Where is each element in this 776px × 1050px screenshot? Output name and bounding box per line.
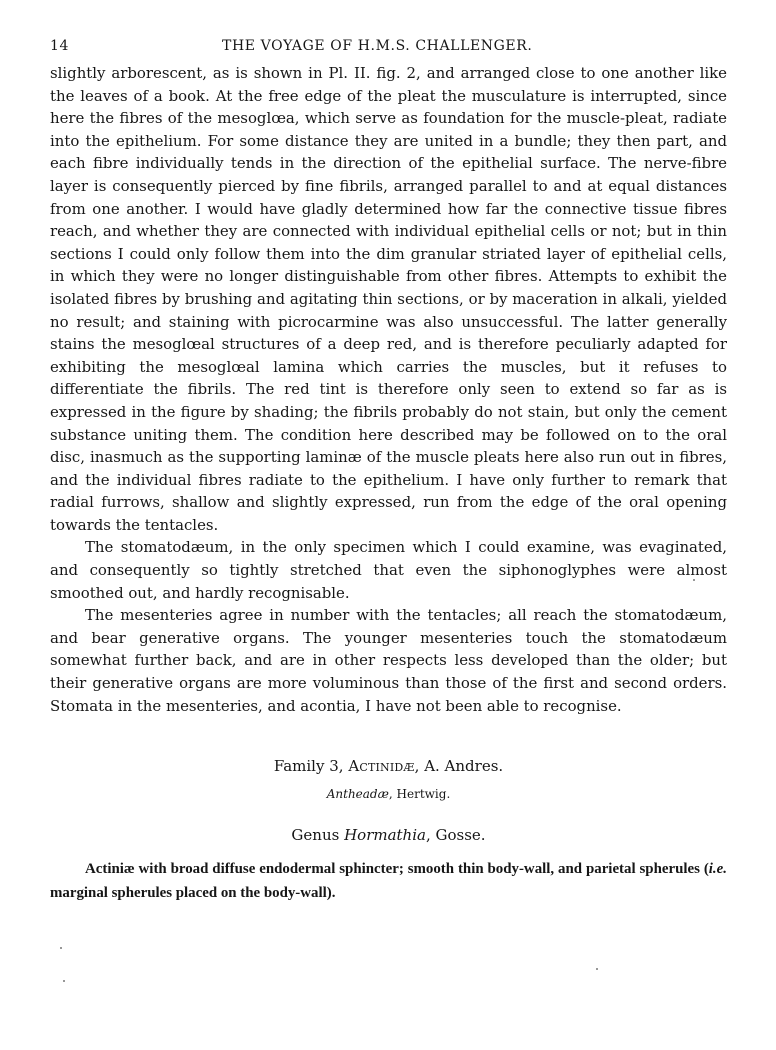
family-name: Actinidæ xyxy=(348,757,415,776)
running-head xyxy=(50,38,727,62)
diagnosis-before: Actiniæ with broad diffuse endodermal sphincter; smooth thin body-wall, and parietal spherules ( xyxy=(85,861,709,878)
print-speck xyxy=(60,947,62,949)
paragraph-muscle-pleats: slightly arborescent, as is shown in Pl. II. fig. 2, and arranged close to one another like the leaves of a book. At the free edge of the pleat the musculature is interrupted, since here the fibres of the mesoglœa, which serve as foundation for the muscle-pleat, radiate into the epithelium. For some distance they are united in a bundle; they then part, and each fibre individually tends in the direction of the epithelial surface. The nerve-fibre layer is consequently pierced by fine fibrils, arranged parallel to and at equal distances from one another. I would have gladly determined how far the connective tissue fibres reach, and whether they are connected with individual epithelial cells or not; but in thin sections I could only follow them into the dim granular striated layer of epithelial cells, in which they were no longer distinguishable from other fibres. Attempts to exhibit the isolated fibres by brushing and agitating thin sections, or by maceration in alkali, yielded no result; and staining with picrocarmine was also unsuccessful. The latter generally stains the mesoglœal structures of a deep red, and is therefore peculiarly adapted for exhibiting the mesoglœal lamina which carries the muscles, but it refuses to differentiate the fibrils. The red tint is therefore only seen to extend so far as is expressed in the figure by shading; the fibrils probably do not stain, but only the cement substance uniting them. The condition here described may be followed on to the oral disc, inasmuch as the supporting laminæ of the muscle pleats here also run out in fibres, and the individual fibres radiate to the epithelium. I have only further to remark that radial furrows, shallow and slightly expressed, run from the edge of the oral opening towards the tentacles. xyxy=(50,64,727,534)
page-number: 14 xyxy=(50,38,70,54)
genus-name: Hormathia xyxy=(344,826,426,845)
family-heading xyxy=(50,754,727,778)
genus-heading xyxy=(50,823,727,847)
print-speck xyxy=(693,579,695,581)
print-speck xyxy=(596,968,598,970)
diagnosis-after: marginal spherules placed on the body-wall). xyxy=(50,885,336,902)
subfamily-author: , Hertwig. xyxy=(388,787,451,802)
subfamily-name: Antheadæ xyxy=(326,787,389,802)
print-speck xyxy=(63,980,65,982)
genus-diagnosis xyxy=(50,857,727,905)
family-author: , A. Andres. xyxy=(414,757,504,776)
book-page xyxy=(50,38,727,920)
diagnosis-ie: i.e. xyxy=(708,861,727,878)
subfamily-heading xyxy=(50,785,727,803)
paragraph-stomatodaeum: The stomatodæum, in the only specimen which I could examine, was evaginated, and consequently so tightly stretched that even the siphonoglyphes were almost smoothed out, and hardly recognisable. xyxy=(50,538,727,602)
genus-prefix: Genus xyxy=(291,826,345,845)
paragraph-mesenteries: The mesenteries agree in number with the tentacles; all reach the stomatodæum, and bear generative organs. The younger mesenteries touch the stomatodæum somewhat further back, and are in other respects less developed than the older; but their generative organs are more voluminous than those of the first and second orders. Stomata in the mesenteries, and acontia, I have not been able to recognise. xyxy=(50,606,727,715)
genus-author: , Gosse. xyxy=(425,826,486,845)
running-title: THE VOYAGE OF H.M.S. CHALLENGER. xyxy=(222,38,533,54)
family-prefix: Family 3, xyxy=(273,757,349,776)
